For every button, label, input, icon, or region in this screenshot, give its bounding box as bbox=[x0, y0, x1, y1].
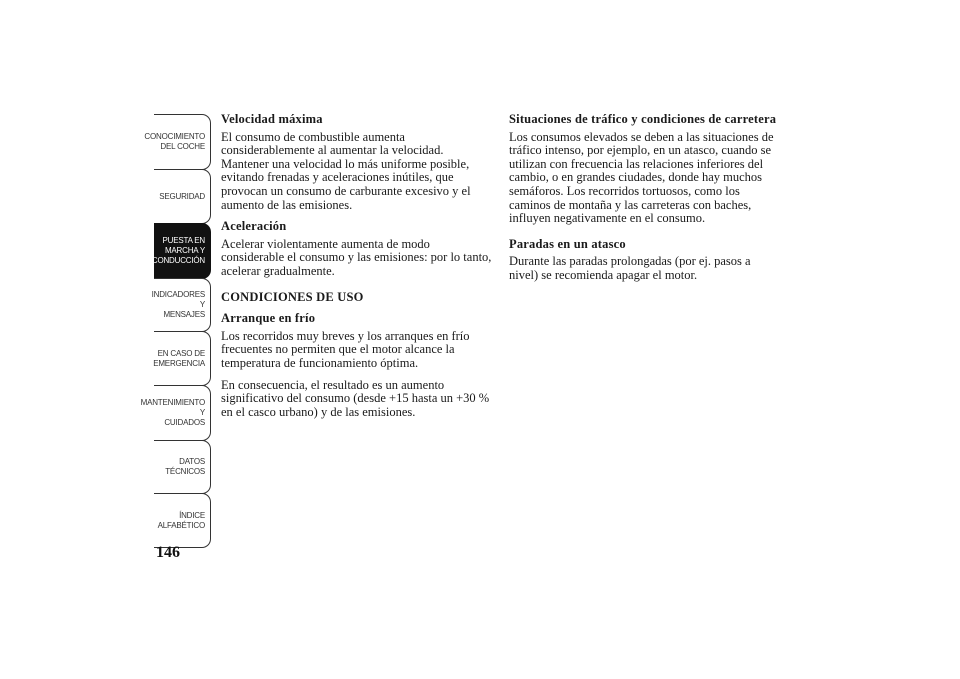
section-heading-situaciones: Situaciones de tráfico y condiciones de carretera bbox=[509, 112, 777, 126]
paragraph-arranque-1: Los recorridos muy breves y los arranques en frío frecuentes no permiten que el motor alcance la temperatura de funcionamiento óptima. bbox=[221, 328, 470, 370]
tab-en-caso-de-emergencia[interactable] bbox=[154, 331, 211, 386]
paragraph-paradas: Durante las paradas prolongadas (por ej. pasos a nivel) se recomienda apagar el motor. bbox=[509, 254, 751, 282]
tab-datos-tecnicos[interactable] bbox=[154, 440, 211, 494]
section-heading-arranque: Arranque en frío bbox=[221, 311, 316, 326]
tab-label: EN CASO DE EMERGENCIA bbox=[153, 348, 205, 368]
right-column bbox=[509, 113, 779, 291]
tab-label: SEGURIDAD bbox=[159, 191, 205, 201]
tab-label: CONOCIMIENTO DEL COCHE bbox=[144, 132, 205, 151]
tab-label: INDICADORES Y MENSAJES bbox=[151, 290, 205, 319]
tab-label: DATOS TÉCNICOS bbox=[165, 457, 205, 476]
tab-puesta-en-marcha-y-conduccion[interactable] bbox=[151, 223, 211, 279]
paragraph-velocidad: El consumo de combustible aumenta considerablemente al aumentar la velocidad. Mantener una velocidad lo más uniforme posible, evitando frenadas y aceleraciones inútiles, que provocan un consumo de carburante excesivo y el aumento de las emisiones. bbox=[221, 129, 471, 212]
section-heading-paradas: Paradas en un atasco bbox=[509, 236, 626, 251]
section-heading-condiciones: CONDICIONES DE USO bbox=[221, 289, 364, 304]
tab-indicadores-y-mensajes[interactable] bbox=[151, 278, 211, 332]
paragraph-situaciones: Los consumos elevados se deben a las situaciones de tráfico intenso, por ejemplo, en un atasco, cuando se utilizan con frecuencia las relaciones inferiores del cambio, o en grandes ciudades, donde hay muchos semáforos. Los recorridos tortuosos, como los caminos de montaña y las carreteras con baches, influyen negativamente en el consumo. bbox=[509, 129, 774, 226]
section-heading-velocidad: Velocidad máxima bbox=[221, 112, 323, 126]
tab-label: PUESTA EN MARCHA Y CONDUCCIÓN bbox=[151, 236, 205, 265]
section-heading-aceleracion: Aceleración bbox=[221, 219, 287, 234]
chapter-tabs bbox=[140, 114, 212, 547]
paragraph-arranque-2: En consecuencia, el resultado es un aumento significativo del consumo (desde +15 hasta un +30 % en el casco urbano) y de las emisiones. bbox=[221, 377, 490, 419]
tab-mantenimiento-y-cuidados[interactable] bbox=[140, 385, 211, 441]
tab-seguridad[interactable] bbox=[154, 169, 211, 224]
page-number: 146 bbox=[156, 544, 180, 561]
tab-label: MANTENIMIENTO Y CUIDADOS bbox=[140, 398, 205, 427]
tab-label: ÍNDICE ALFABÉTICO bbox=[157, 510, 205, 530]
tab-indice-alfabetico[interactable] bbox=[154, 493, 211, 548]
paragraph-aceleracion: Acelerar violentamente aumenta de modo considerable el consumo y las emisiones: por lo tanto, acelerar gradualmente. bbox=[221, 236, 492, 278]
tab-conocimiento-del-coche[interactable] bbox=[144, 114, 211, 170]
left-column bbox=[221, 113, 493, 427]
